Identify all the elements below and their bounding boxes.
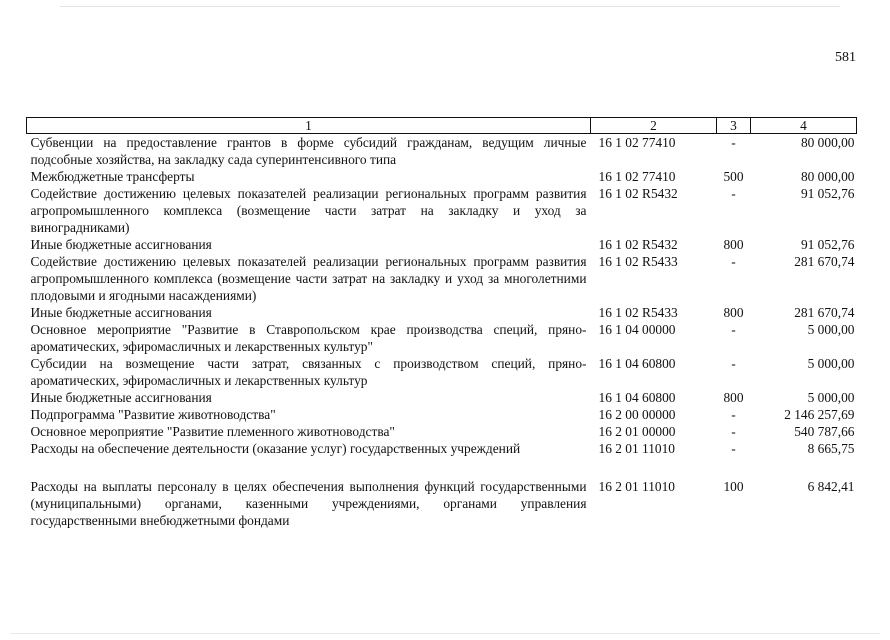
row-code-cell: 16 1 02 R5433 bbox=[598, 305, 678, 320]
row-sum-cell: 8 665,75 bbox=[807, 441, 855, 456]
table-row bbox=[27, 253, 857, 304]
table-row bbox=[27, 440, 857, 457]
row-sum-cell: 91 052,76 bbox=[800, 186, 855, 201]
row-name-cell: Расходы на обеспечение деятельности (оказание услуг) государственных учреждений bbox=[30, 441, 521, 456]
table-row bbox=[27, 168, 857, 185]
row-name-cell: Содействие достижению целевых показателей реализации региональных программ развития агропромышленного комплекса (возмещение части затрат на закладку и уход за многолетними плодовыми и ягодными насаждениями) bbox=[30, 254, 587, 303]
row-code-cell: 16 1 02 R5432 bbox=[598, 237, 678, 252]
row-name-cell: Подпрограмма "Развитие животноводства" bbox=[30, 407, 276, 422]
row-name-cell: Основное мероприятие "Развитие племенного животноводства" bbox=[30, 424, 395, 439]
table-row bbox=[27, 304, 857, 321]
table-row bbox=[27, 236, 857, 253]
row-kind-cell: - bbox=[731, 441, 736, 456]
row-sum-cell: 281 670,74 bbox=[794, 254, 855, 269]
row-sum-cell: 540 787,66 bbox=[794, 424, 855, 439]
row-code-cell: 16 2 01 11010 bbox=[598, 441, 675, 456]
row-name-cell: Содействие достижению целевых показателей реализации региональных программ развития агропромышленного комплекса (возмещение части затрат на закладку и уход за виноградниками) bbox=[30, 186, 587, 235]
header-cell-sum: 4 bbox=[751, 118, 857, 134]
row-name-cell: Иные бюджетные ассигнования bbox=[30, 305, 212, 320]
row-kind-cell: - bbox=[731, 407, 736, 422]
row-sum-cell: 80 000,00 bbox=[800, 135, 855, 150]
row-name-cell: Иные бюджетные ассигнования bbox=[30, 390, 212, 405]
row-code-cell: 16 1 02 77410 bbox=[598, 135, 676, 150]
scan-artifact-top bbox=[60, 6, 840, 7]
row-code-cell: 16 2 00 00000 bbox=[598, 407, 676, 422]
row-code-cell: 16 2 01 00000 bbox=[598, 424, 676, 439]
budget-table bbox=[26, 117, 857, 529]
row-sum-cell: 5 000,00 bbox=[807, 390, 855, 405]
row-sum-cell: 2 146 257,69 bbox=[784, 407, 855, 422]
row-kind-cell: 800 bbox=[723, 390, 744, 405]
table-row bbox=[27, 321, 857, 355]
row-name-cell: Основное мероприятие "Развитие в Ставропольском крае производства специй, пряно-ароматических, эфиромасличных и лекарственных культур" bbox=[30, 322, 587, 354]
row-kind-cell: - bbox=[731, 356, 736, 371]
table-row bbox=[27, 185, 857, 236]
row-name-cell: Субсидии на возмещение части затрат, связанных с производством специй, пряно-ароматических, эфиромасличных и лекарственных культур bbox=[30, 356, 587, 388]
row-kind-cell: - bbox=[731, 322, 736, 337]
row-code-cell: 16 1 02 R5433 bbox=[598, 254, 678, 269]
row-code-cell: 16 1 04 60800 bbox=[598, 356, 676, 371]
row-code-cell: 16 1 02 77410 bbox=[598, 169, 676, 184]
scan-artifact-bottom bbox=[10, 633, 880, 634]
row-name-cell: Расходы на выплаты персоналу в целях обеспечения выполнения функций государственными (муниципальными) органами, казенными учреждениями, органами управления государственными внебюджетными фондами bbox=[30, 479, 587, 528]
row-sum-cell: 91 052,76 bbox=[800, 237, 855, 252]
table-row bbox=[27, 457, 857, 529]
table-row bbox=[27, 134, 857, 169]
row-kind-cell: 800 bbox=[723, 305, 744, 320]
row-sum-cell: 5 000,00 bbox=[807, 322, 855, 337]
row-code-cell: 16 2 01 11010 bbox=[598, 479, 675, 494]
row-code-cell: 16 1 04 60800 bbox=[598, 390, 676, 405]
page-number: 581 bbox=[835, 50, 856, 65]
row-sum-cell: 80 000,00 bbox=[800, 169, 855, 184]
header-cell-code: 2 bbox=[591, 118, 717, 134]
table-row bbox=[27, 355, 857, 389]
row-kind-cell: - bbox=[731, 254, 736, 269]
row-kind-cell: 500 bbox=[723, 169, 744, 184]
table-row bbox=[27, 423, 857, 440]
row-code-cell: 16 1 02 R5432 bbox=[598, 186, 678, 201]
table-body bbox=[27, 134, 857, 530]
row-kind-cell: - bbox=[731, 186, 736, 201]
header-cell-name: 1 bbox=[27, 118, 591, 134]
header-row bbox=[27, 118, 857, 134]
table-row bbox=[27, 406, 857, 423]
row-name-cell: Межбюджетные трансферты bbox=[30, 169, 195, 184]
row-sum-cell: 5 000,00 bbox=[807, 356, 855, 371]
row-name-cell: Субвенции на предоставление грантов в форме субсидий гражданам, ведущим личные подсобные хозяйства, на закладку сада суперинтенсивного типа bbox=[30, 135, 587, 167]
row-kind-cell: 800 bbox=[723, 237, 744, 252]
table-row bbox=[27, 389, 857, 406]
row-kind-cell: - bbox=[731, 424, 736, 439]
row-sum-cell: 281 670,74 bbox=[794, 305, 855, 320]
header-cell-kind: 3 bbox=[717, 118, 751, 134]
row-kind-cell: 100 bbox=[723, 479, 744, 494]
row-kind-cell: - bbox=[731, 135, 736, 150]
row-code-cell: 16 1 04 00000 bbox=[598, 322, 676, 337]
row-sum-cell: 6 842,41 bbox=[807, 479, 855, 494]
row-name-cell: Иные бюджетные ассигнования bbox=[30, 237, 212, 252]
